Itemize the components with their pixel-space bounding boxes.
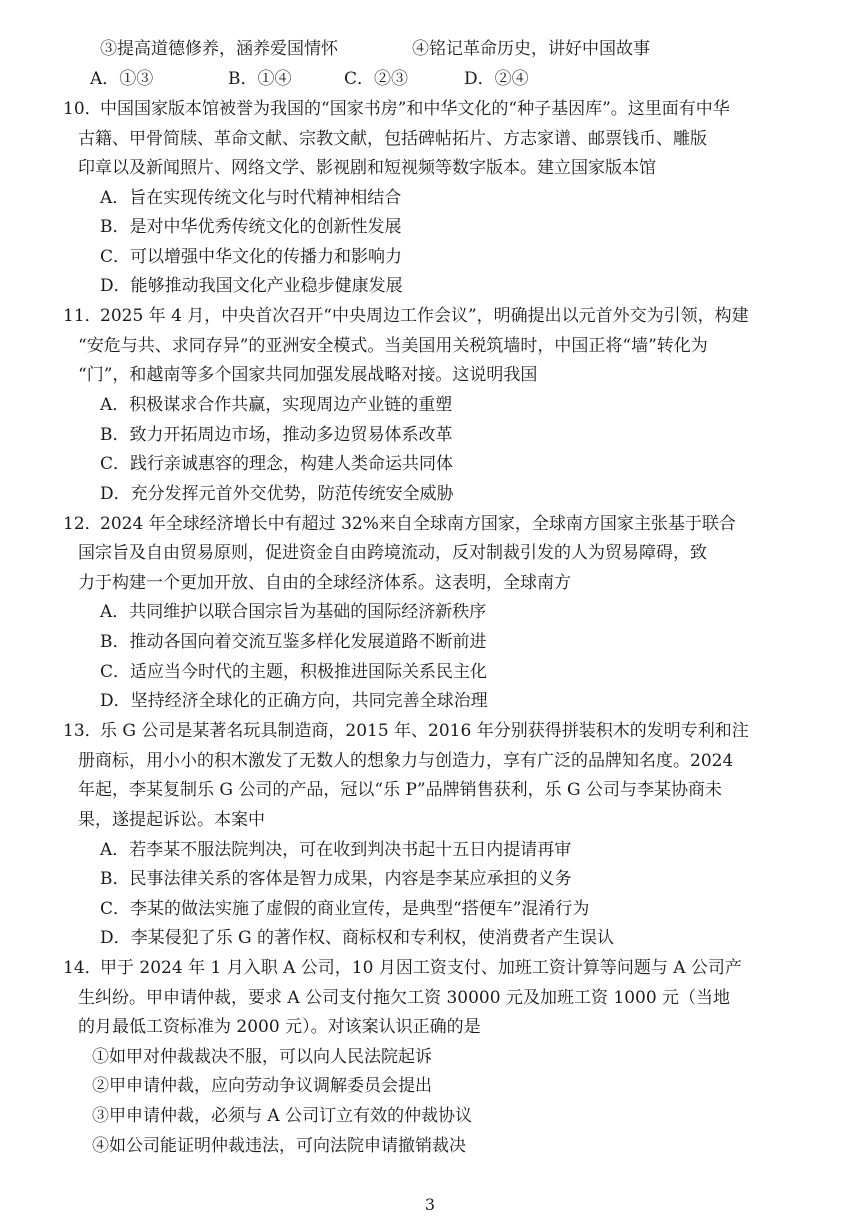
q13-stem-4: 果，遂提起诉讼。本案中: [78, 810, 265, 830]
q9-option-c: C．②③: [344, 69, 409, 89]
q10-stem-3: 印章以及新闻照片、网络文学、影视剧和短视频等数字版本。建立国家版本馆: [78, 158, 656, 178]
q9-statement-4: ④铭记革命历史，讲好中国故事: [412, 39, 650, 59]
q9-option-d: D．②④: [464, 69, 529, 89]
q10-option-c: C．可以增强中华文化的传播力和影响力: [100, 247, 403, 267]
q10-number: 10．: [63, 99, 102, 119]
page-number: 3: [424, 1195, 436, 1214]
q14-stem-2: 生纠纷。甲申请仲裁，要求 A 公司支付拖欠工资 30000 元及加班工资 1000 元（当地: [78, 988, 731, 1008]
q13-option-c: C．李某的做法实施了虚假的商业宣传，是典型“搭便车”混淆行为: [100, 899, 590, 919]
q11-option-b: B．致力开拓周边市场，推动多边贸易体系改革: [100, 425, 453, 445]
q14-statement-4: ④如公司能证明仲裁违法，可向法院申请撤销裁决: [92, 1136, 466, 1156]
q10-stem-1: 中国国家版本馆被誉为我国的“国家书房”和中华文化的“种子基因库”。这里面有中华: [100, 99, 730, 119]
q10-option-b: B．是对中华优秀传统文化的创新性发展: [100, 217, 402, 237]
q13-stem-2: 册商标，用小小的积木激发了无数人的想象力与创造力，享有广泛的品牌知名度。2024: [78, 751, 734, 771]
q12-option-a: A．共同维护以联合国宗旨为基础的国际经济新秩序: [100, 602, 487, 622]
q13-option-a: A．若李某不服法院判决，可在收到判决书起十五日内提请再审: [100, 840, 572, 860]
q9-statement-3: ③提高道德修养，涵养爱国情怀: [100, 39, 338, 59]
q10-stem-2: 古籍、甲骨简牍、革命文献、宗教文献，包括碑帖拓片、方志家谱、邮票钱币、雕版: [78, 129, 707, 149]
q11-stem-1: 2025 年 4 月，中央首次召开“中央周边工作会议”，明确提出以元首外交为引领，构建: [100, 306, 749, 326]
q11-option-d: D．充分发挥元首外交优势，防范传统安全威胁: [100, 484, 454, 504]
q13-number: 13．: [63, 721, 102, 741]
q14-number: 14．: [63, 958, 102, 978]
q13-option-d: D．李某侵犯了乐 G 的著作权、商标权和专利权，使消费者产生误认: [100, 928, 615, 948]
q14-stem-1: 甲于 2024 年 1 月入职 A 公司，10 月因工资支付、加班工资计算等问题与 A 公司产: [100, 958, 742, 978]
q13-stem-1: 乐 G 公司是某著名玩具制造商，2015 年、2016 年分别获得拼装积木的发明专利和注: [100, 721, 749, 741]
q14-statement-3: ③甲申请仲裁，必须与 A 公司订立有效的仲裁协议: [92, 1106, 473, 1126]
q10-option-d: D．能够推动我国文化产业稳步健康发展: [100, 276, 403, 296]
q9-option-b: B．①④: [228, 69, 292, 89]
q11-stem-3: “门”，和越南等多个国家共同加强发展战略对接。这说明我国: [78, 365, 538, 385]
q12-option-c: C．适应当今时代的主题，积极推进国际关系民主化: [100, 662, 488, 682]
q14-statement-1: ①如甲对仲裁裁决不服，可以向人民法院起诉: [92, 1047, 432, 1067]
q11-option-c: C．践行亲诚惠容的理念，构建人类命运共同体: [100, 454, 454, 474]
q10-option-a: A．旨在实现传统文化与时代精神相结合: [100, 188, 402, 208]
q13-option-b: B．民事法律关系的客体是智力成果，内容是李某应承担的义务: [100, 869, 572, 889]
q9-option-a: A．①③: [90, 69, 154, 89]
q11-option-a: A．积极谋求合作共赢，实现周边产业链的重塑: [100, 395, 453, 415]
q12-stem-2: 国宗旨及自由贸易原则，促进资金自由跨境流动，反对制裁引发的人为贸易障碍，致: [78, 543, 707, 563]
q13-stem-3: 年起，李某复制乐 G 公司的产品，冠以“乐 P”品牌销售获利，乐 G 公司与李某协商未: [78, 780, 722, 800]
q12-number: 12．: [63, 514, 102, 534]
q14-stem-3: 的月最低工资标准为 2000 元）。对该案认识正确的是: [78, 1017, 481, 1037]
q14-statement-2: ②甲申请仲裁，应向劳动争议调解委员会提出: [92, 1076, 432, 1096]
q12-stem-3: 力于构建一个更加开放、自由的全球经济体系。这表明，全球南方: [78, 573, 571, 593]
q12-option-d: D．坚持经济全球化的正确方向，共同完善全球治理: [100, 691, 488, 711]
q11-stem-2: “安危与共、求同存异”的亚洲安全模式。当美国用关税筑墙时，中国正将“墙”转化为: [78, 336, 708, 356]
q12-option-b: B．推动各国向着交流互鉴多样化发展道路不断前进: [100, 632, 487, 652]
q11-number: 11．: [63, 306, 102, 326]
q12-stem-1: 2024 年全球经济增长中有超过 32%来自全球南方国家，全球南方国家主张基于联合: [100, 514, 736, 534]
